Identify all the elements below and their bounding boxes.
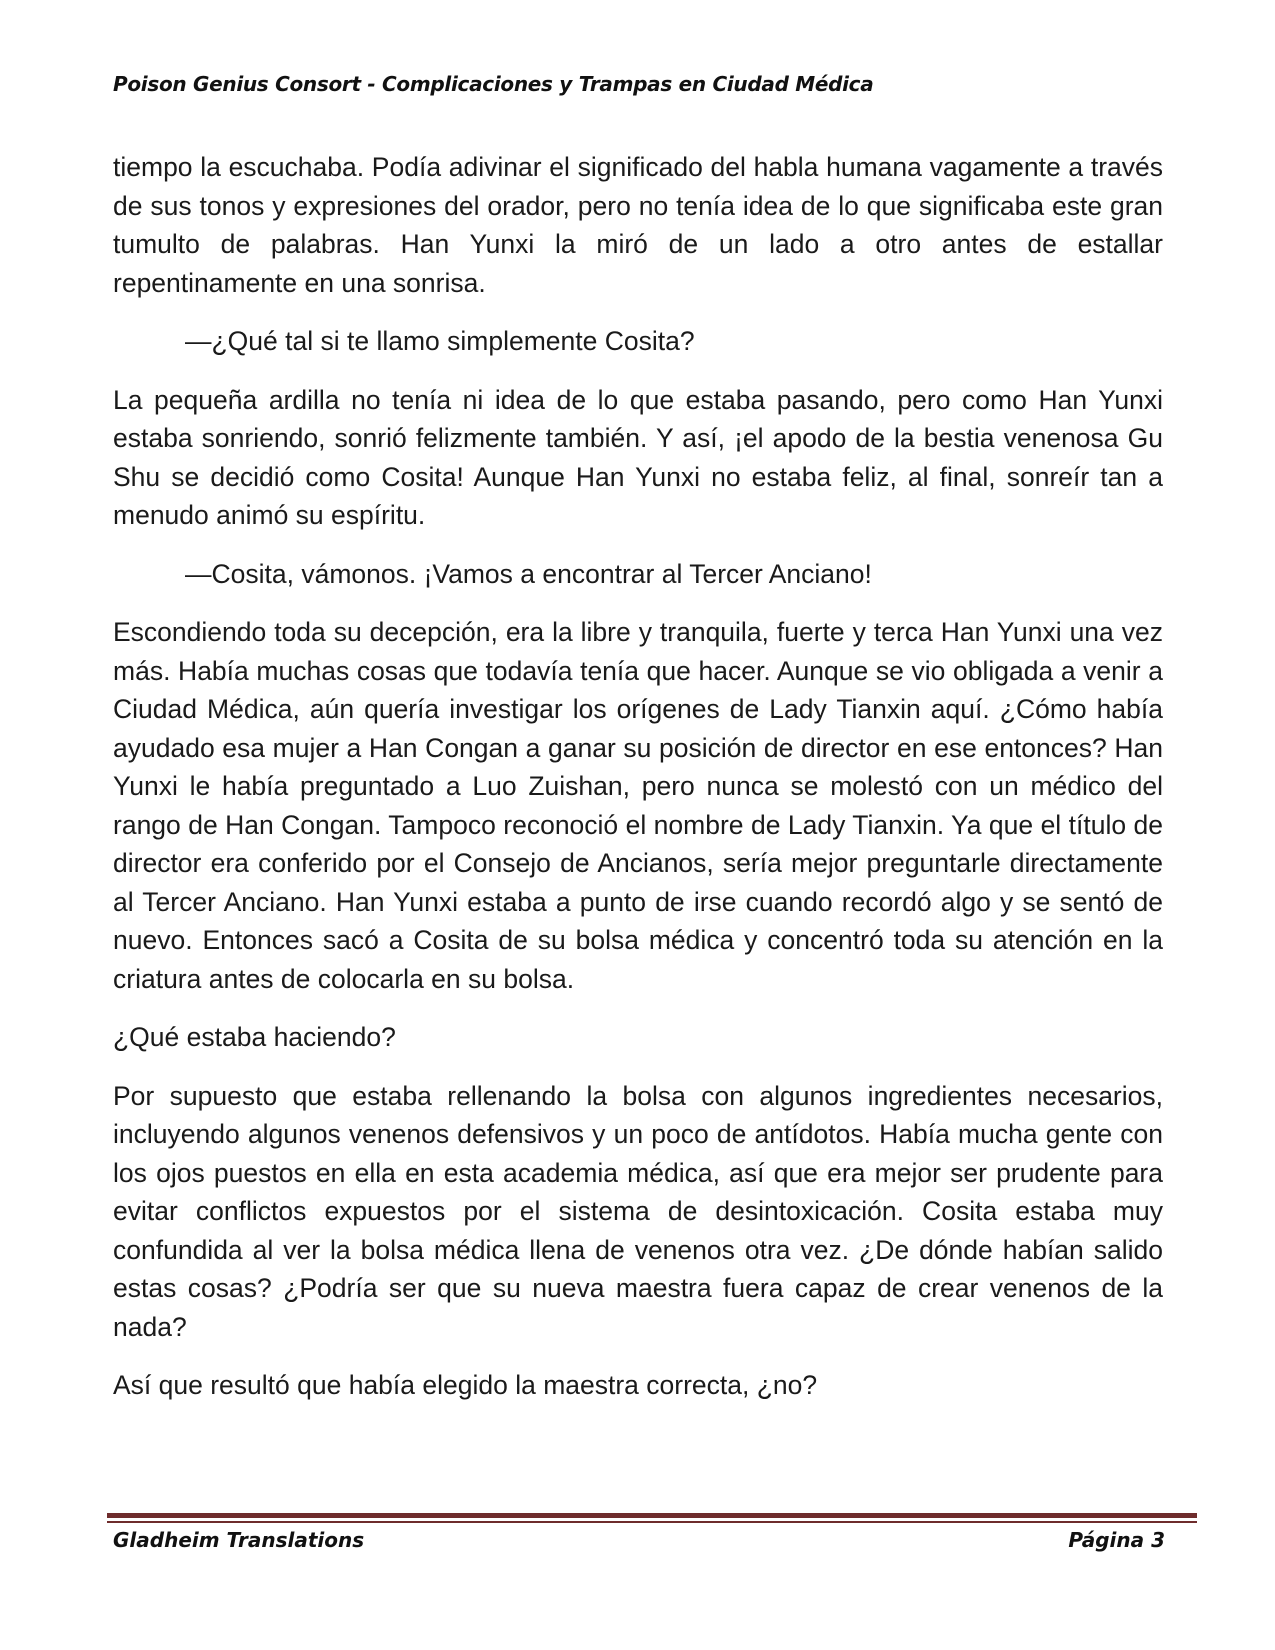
footer-divider-thick [107, 1513, 1197, 1518]
dialogue-line: —Cosita, vámonos. ¡Vamos a encontrar al Tercer Anciano! [185, 558, 872, 589]
footer-publisher: Gladheim Translations [113, 1528, 365, 1552]
body-paragraph: Escondiendo toda su decepción, era la libre y tranquila, fuerte y terca Han Yunxi una vez más. Había muchas cosas que todavía tenía que hacer. Aunque se vio obligada a venir a Ciudad Médica, aún quería investigar los orígenes de Lady Tianxin aquí. ¿Cómo había ayudado esa mujer a Han Congan a ganar su posición de director en ese entonces? Han Yunxi le había preguntado a Luo Zuishan, pero nunca se molestó con un médico del rango de Han Congan. Tampoco reconoció el nombre de Lady Tianxin. Ya que el título de director era conferido por el Consejo de Ancianos, sería mejor preguntarle directamente al Tercer Anciano. Han Yunxi estaba a punto de irse cuando recordó algo y se sentó de nuevo. Entonces sacó a Cosita de su bolsa médica y concentró toda su atención en la criatura antes de colocarla en su bolsa. [113, 617, 1163, 994]
body-paragraph: Así que resultó que había elegido la maestra correcta, ¿no? [113, 1370, 818, 1400]
dialogue-line: —¿Qué tal si te llamo simplemente Cosita? [185, 326, 695, 356]
page-header-title: Poison Genius Consort - Complicaciones y Trampas en Ciudad Médica [113, 72, 874, 96]
footer-page-number: Página 3 [1068, 1528, 1165, 1552]
body-paragraph: Por supuesto que estaba rellenando la bolsa con algunos ingredientes necesarios, incluyendo algunos venenos defensivos y un poco de antídotos. Había mucha gente con los ojos puestos en ella en esta academia médica, así que era mejor ser prudente para evitar conflictos expuestos por el sistema de desintoxicación. Cosita estaba muy confundida al ver la bolsa médica llena de venenos otra vez. ¿De dónde habían salido estas cosas? ¿Podría ser que su nueva maestra fuera capaz de crear venenos de la nada? [113, 1080, 1163, 1342]
document-body [113, 148, 1163, 1425]
footer-divider-thin [107, 1521, 1197, 1523]
body-paragraph: ¿Qué estaba haciendo? [113, 1022, 396, 1052]
body-paragraph: La pequeña ardilla no tenía ni idea de lo que estaba pasando, pero como Han Yunxi estaba sonriendo, sonrió felizmente también. Y así, ¡el apodo de la bestia venenosa Gu Shu se decidió como Cosita! Aunque Han Yunxi no estaba feliz, al final, sonreír tan a menudo animó su espíritu. [113, 384, 1163, 530]
body-paragraph: tiempo la escuchaba. Podía adivinar el significado del habla humana vagamente a través de sus tonos y expresiones del orador, pero no tenía idea de lo que significaba este gran tumulto de palabras. Han Yunxi la miró de un lado a otro antes de estallar repentinamente en una sonrisa. [113, 152, 1163, 298]
